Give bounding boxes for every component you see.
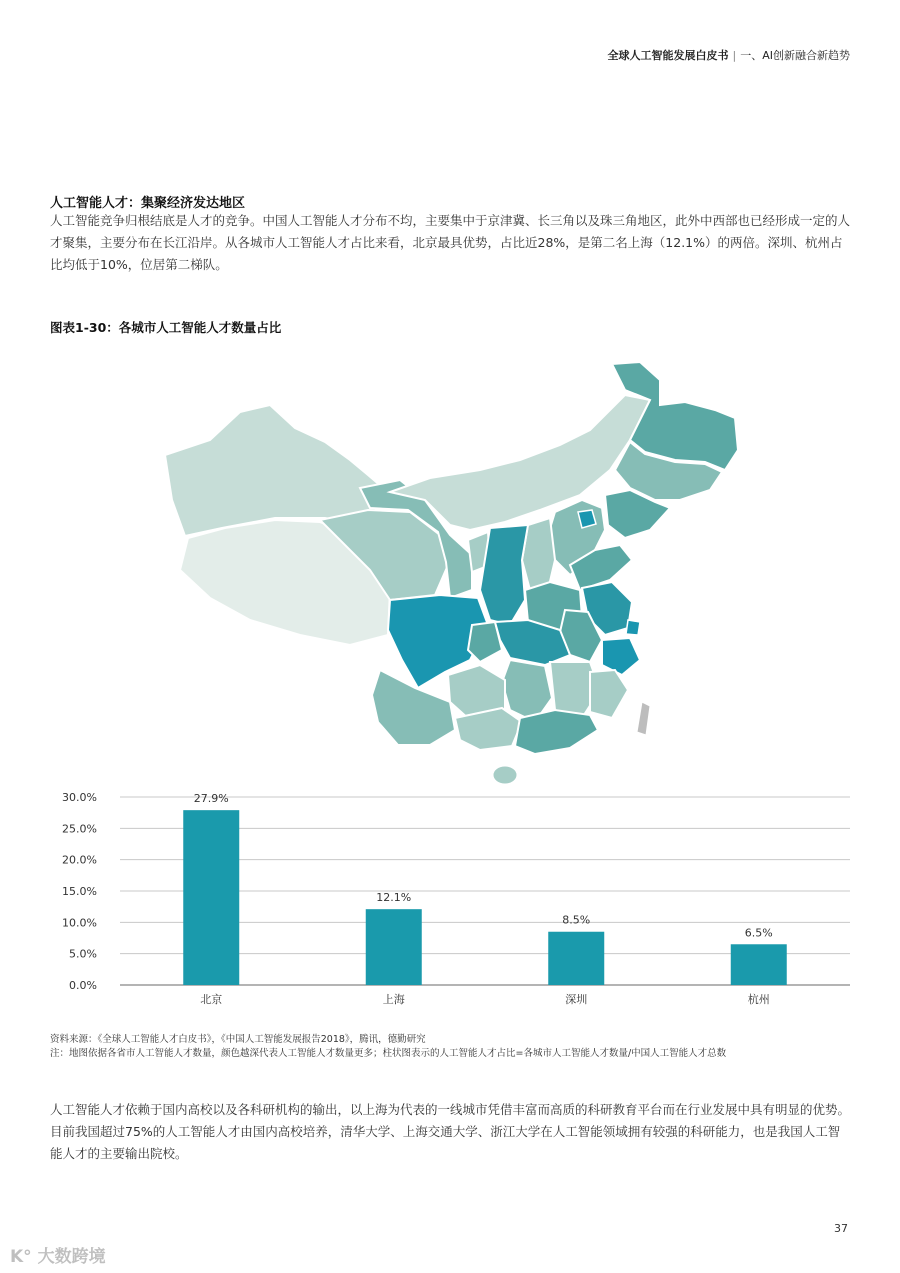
bar [183, 810, 239, 985]
y-tick-label: 30.0% [62, 791, 97, 804]
bar-data-label: 27.9% [193, 792, 229, 806]
map-region-beijing [578, 510, 596, 528]
chart-bars [183, 810, 787, 985]
y-tick-label: 5.0% [69, 947, 97, 961]
map-region-shaanxi [480, 525, 528, 625]
bar-data-label: 12.1% [376, 891, 412, 905]
x-tick-label: 北京 [200, 993, 223, 1006]
bar [548, 932, 604, 985]
bar [366, 909, 422, 985]
x-tick-label: 上海 [382, 993, 405, 1006]
y-tick-label: 25.0% [62, 822, 97, 836]
chart-y-axis [62, 791, 97, 992]
closing-paragraph: 人工智能人才依赖于国内高校以及各科研机构的输出，以上海为代表的一线城市凭借丰富而高质的科研教育平台而在行业发展中具有明显的优势。目前我国超过75%的人工智能人才由国内高校培养，清华大学、上海交通大学、浙江大学在人工智能领域拥有较强的科研能力，也是我国人工智能人才的主要输出院校。 [50, 1102, 851, 1161]
china-talent-map [150, 350, 750, 790]
map-region-zhejiang [602, 638, 640, 675]
x-tick-label: 杭州 [747, 993, 770, 1006]
map-region-guangdong [515, 710, 598, 754]
map-region-fujian [590, 670, 628, 718]
bar-data-label: 8.5% [562, 913, 591, 927]
footnote: 注：地图依据各省市人工智能人才数量，颜色越深代表人工智能人才数量更多；柱状图表示的人工智能人才占比=各城市人工智能人才数量/中国人工智能人才总数 [50, 1048, 727, 1059]
x-tick-label: 深圳 [565, 993, 588, 1006]
map-region-shanghai [626, 620, 640, 635]
figure-notes [50, 1033, 726, 1061]
page-number: 37 [834, 1222, 848, 1235]
y-tick-label: 20.0% [62, 853, 97, 867]
bar-data-label: 6.5% [744, 926, 773, 940]
bar [731, 944, 787, 985]
header-separator: | [732, 49, 737, 62]
header-title: 全球人工智能发展白皮书 [607, 49, 729, 62]
section-title: 人工智能人才：集聚经济发达地区 [50, 196, 246, 211]
y-tick-label: 0.0% [69, 979, 97, 992]
source-note: 资料来源：《全球人工智能人才白皮书》，《中国人工智能发展报告2018》，腾讯，德勤研究 [50, 1034, 426, 1045]
page-header [608, 47, 851, 63]
figure-title: 图表1-30：各城市人工智能人才数量占比 [50, 320, 282, 335]
bar-chart [40, 775, 860, 1015]
y-tick-label: 15.0% [62, 885, 97, 898]
header-section: 一、AI创新融合新趋势 [740, 49, 850, 62]
watermark-logo: K° 大数跨境 [10, 1247, 106, 1267]
chart-x-axis [200, 992, 770, 1006]
chart-data-labels [194, 792, 773, 939]
y-tick-label: 10.0% [62, 916, 97, 930]
map-region-taiwan [637, 702, 650, 735]
intro-paragraph: 人工智能竞争归根结底是人才的竞争。中国人工智能人才分布不均，主要集中于京津冀、长三角以及珠三角地区，此外中西部也已经形成一定的人才聚集，主要分布在长江沿岸。从各城市人工智能人才占比来看，北京最具优势，占比近28%，是第二名上海（12.1%）的两倍。深圳、杭州占比均低于10%，位居第二梯队。 [50, 213, 851, 272]
